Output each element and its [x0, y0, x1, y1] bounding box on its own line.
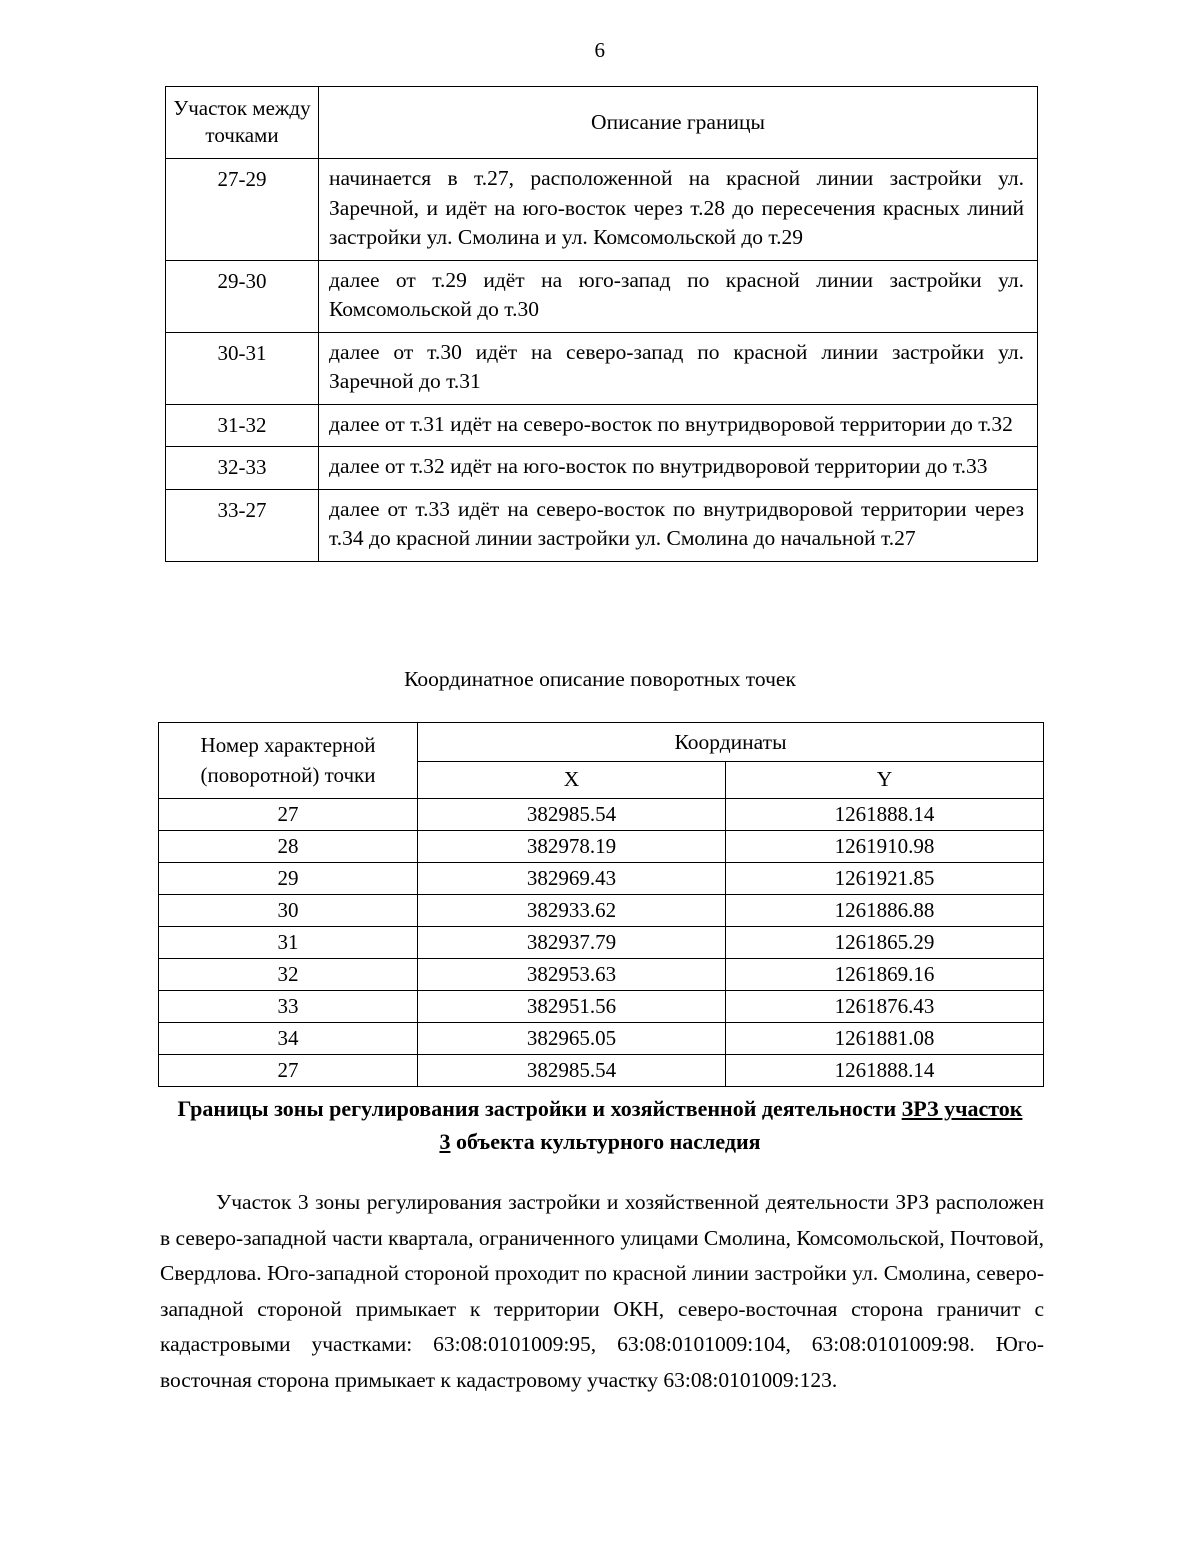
section-heading-part1: Границы зоны регулирования застройки и хозяйственной деятельности: [177, 1096, 902, 1121]
table-row: [159, 927, 1044, 959]
table-row: [159, 831, 1044, 863]
boundary-description-table: [165, 86, 1038, 562]
table-row: [159, 863, 1044, 895]
table-header-row: [159, 723, 1044, 762]
coordinate-y: 1261881.08: [726, 1023, 1044, 1055]
segment-description: далее от т.33 идёт на северо-восток по внутридворовой территории через т.34 до красной линии застройки ул. Смолина до начальной т.27: [319, 489, 1038, 561]
header-segment-between-points: Участок между точками: [166, 87, 319, 159]
coordinate-x: 382985.54: [418, 799, 726, 831]
point-number: 30: [159, 895, 418, 927]
table-row: [159, 1055, 1044, 1087]
header-x: X: [418, 762, 726, 799]
coordinate-y: 1261921.85: [726, 863, 1044, 895]
coordinate-x: 382933.62: [418, 895, 726, 927]
table-row: [166, 447, 1038, 490]
segment-description: далее от т.30 идёт на северо-запад по красной линии застройки ул. Заречной до т.31: [319, 332, 1038, 404]
point-number: 33: [159, 991, 418, 1023]
coordinate-y: 1261888.14: [726, 1055, 1044, 1087]
segment-label: 33-27: [166, 489, 319, 561]
table-row: [166, 260, 1038, 332]
segment-description: начинается в т.27, расположенной на красной линии застройки ул. Заречной, и идёт на юго-восток через т.28 до пересечения красных линий застройки ул. Смолина и ул. Комсомольской до т.29: [319, 159, 1038, 261]
header-coordinates: Координаты: [418, 723, 1044, 762]
table-row: [159, 1023, 1044, 1055]
coordinate-y: 1261869.16: [726, 959, 1044, 991]
segment-description: далее от т.29 идёт на юго-запад по красной линии застройки ул. Комсомольской до т.30: [319, 260, 1038, 332]
coordinate-y: 1261865.29: [726, 927, 1044, 959]
table-header-row: [166, 87, 1038, 159]
coordinate-x: 382969.43: [418, 863, 726, 895]
point-number: 32: [159, 959, 418, 991]
coordinate-x: 382937.79: [418, 927, 726, 959]
table-row: [159, 959, 1044, 991]
segment-label: 27-29: [166, 159, 319, 261]
header-y: Y: [726, 762, 1044, 799]
point-number: 27: [159, 1055, 418, 1087]
table-row: [159, 895, 1044, 927]
segment-description: далее от т.32 идёт на юго-восток по внутридворовой территории до т.33: [319, 447, 1038, 490]
coordinate-y: 1261876.43: [726, 991, 1044, 1023]
table-row: [166, 489, 1038, 561]
table-row: [159, 799, 1044, 831]
point-number: 31: [159, 927, 418, 959]
segment-label: 29-30: [166, 260, 319, 332]
coordinate-x: 382965.05: [418, 1023, 726, 1055]
coordinate-y: 1261886.88: [726, 895, 1044, 927]
section-heading-part2: объекта культурного наследия: [450, 1129, 761, 1154]
header-boundary-description: Описание границы: [319, 87, 1038, 159]
coordinate-x: 382953.63: [418, 959, 726, 991]
coordinate-table-caption: Координатное описание поворотных точек: [404, 667, 796, 691]
header-point-number: Номер характерной (поворотной) точки: [159, 723, 418, 799]
table-row: [159, 991, 1044, 1023]
coordinate-y: 1261910.98: [726, 831, 1044, 863]
segment-label: 30-31: [166, 332, 319, 404]
table-row: [166, 159, 1038, 261]
page-number: 6: [594, 38, 606, 62]
table-row: [166, 404, 1038, 447]
point-number: 27: [159, 799, 418, 831]
section-heading: [170, 1092, 1030, 1158]
point-number: 29: [159, 863, 418, 895]
coordinate-x: 382978.19: [418, 831, 726, 863]
segment-label: 32-33: [166, 447, 319, 490]
segment-label: 31-32: [166, 404, 319, 447]
coordinates-table: [158, 722, 1044, 1087]
coordinate-y: 1261888.14: [726, 799, 1044, 831]
coordinate-x: 382985.54: [418, 1055, 726, 1087]
coordinate-x: 382951.56: [418, 991, 726, 1023]
point-number: 34: [159, 1023, 418, 1055]
section-heading-underlined: ЗРЗ участок 3: [439, 1096, 1023, 1154]
segment-description: далее от т.31 идёт на северо-восток по внутридворовой территории до т.32: [319, 404, 1038, 447]
table-row: [166, 332, 1038, 404]
body-paragraph: Участок 3 зоны регулирования застройки и хозяйственной деятельности ЗРЗ расположен в северо-западной части квартала, ограниченного улицами Смолина, Комсомольской, Почтовой, Свердлова. Юго-западной стороной проходит по красной линии застройки ул. Смолина, северо-западной стороной примыкает к территории ОКН, северо-восточная сторона граничит с кадастровыми участками: 63:08:0101009:95, 63:08:0101009:104, 63:08:0101009:98. Юго-восточная сторона примыкает к кадастровому участку 63:08:0101009:123.: [160, 1190, 1044, 1392]
point-number: 28: [159, 831, 418, 863]
